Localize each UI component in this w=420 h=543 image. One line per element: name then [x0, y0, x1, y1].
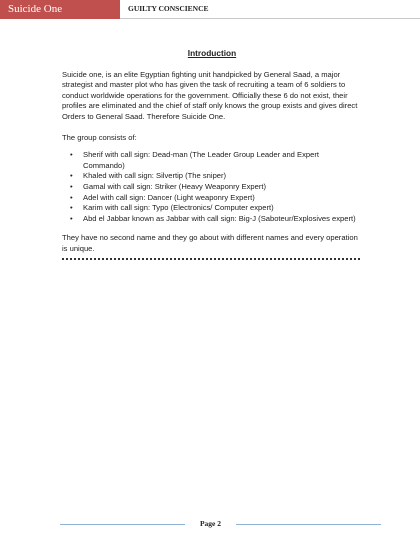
footer-rule-left [60, 524, 185, 525]
footer-rule-right [236, 524, 381, 525]
header-subtitle: GUILTY CONSCIENCE [128, 4, 209, 13]
members-list [62, 150, 362, 224]
list-item: • Abd el Jabbar known as Jabbar with call sign: Big-J (Saboteur/Explosives expert) [62, 214, 362, 225]
list-item: • Gamal with call sign: Striker (Heavy Weaponry Expert) [62, 182, 362, 193]
header-divider [120, 18, 420, 19]
section-title: Introduction [187, 48, 237, 58]
list-item: • Sherif with call sign: Dead-man (The Leader Group Leader and Expert Commando) [62, 150, 362, 171]
list-item: • Khaled with call sign: Silvertip (The sniper) [62, 171, 362, 182]
intro-paragraph: Suicide one, is an elite Egyptian fighting unit handpicked by General Saad, a major strategist and master plot who has given the task of recruiting a team of 6 soldiers to conduct worldwide operations for the government. Officially these 6 do not exist, their profiles are eliminated and the chief of staff only knows the group exists and gives direct Orders to General Saad. Therefore Suicide One. [62, 69, 358, 121]
dotted-divider [62, 258, 360, 260]
list-item: • Karim with call sign: Typo (Electronics/ Computer expert) [62, 203, 362, 214]
page-number: Page 2 [199, 519, 222, 528]
group-heading: The group consists of: [62, 132, 137, 142]
closing-paragraph: They have no second name and they go about with different names and every operation is unique. [62, 233, 358, 253]
header-title-tab: Suicide One [0, 0, 120, 19]
document-body [62, 48, 362, 260]
page-header [0, 0, 420, 19]
list-item: • Adel with call sign: Dancer (Light weaponry Expert) [62, 193, 362, 204]
